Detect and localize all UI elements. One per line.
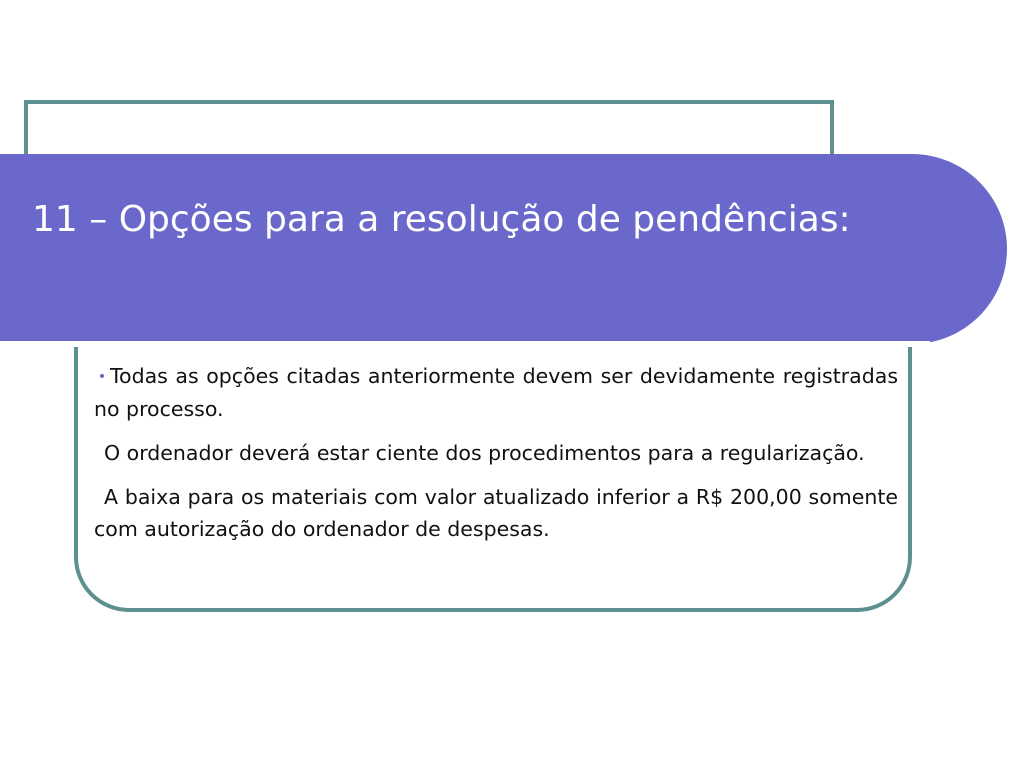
paragraph-text: Todas as opções citadas anteriormente devem ser devidamente registradas no processo. <box>94 364 898 421</box>
bullet-paragraph <box>94 360 898 425</box>
slide-title: 11 – Opções para a resolução de pendências: <box>32 199 851 240</box>
paragraph: A baixa para os materiais com valor atualizado inferior a R$ 200,00 somente com autorização do ordenador de despesas. <box>94 485 898 541</box>
title-band <box>0 154 1007 344</box>
paragraph: O ordenador deverá estar ciente dos procedimentos para a regularização. <box>104 441 865 465</box>
slide-body <box>94 360 898 557</box>
bullet-icon: • <box>97 369 107 385</box>
title-underline <box>0 341 930 347</box>
